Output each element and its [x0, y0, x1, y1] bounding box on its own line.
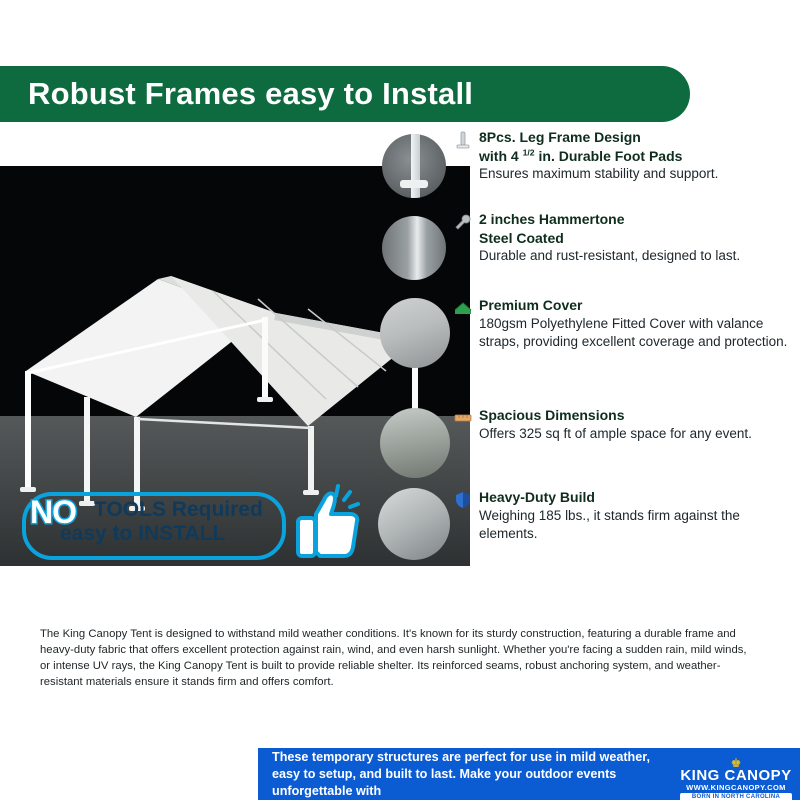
- crown-icon: ♚: [730, 756, 742, 770]
- cover-icon: [452, 298, 474, 318]
- canopy-tent-illustration: [8, 221, 448, 511]
- badge-line-1: TOOLS Required: [94, 498, 263, 521]
- feature-text-heavy-duty-build: [479, 488, 796, 543]
- brand-logo: [680, 758, 792, 802]
- page-title: Robust Frames easy to Install: [28, 76, 474, 111]
- badge-line-2: easy to INSTALL: [60, 522, 226, 545]
- footer-text: These temporary structures are perfect for use in mild weather, easy to setup, and built to last. Make your outdoor events unforgettable with: [272, 749, 650, 798]
- foot-pad-thumb: [382, 134, 446, 198]
- brand-url: WWW.KINGCANOPY.COM: [686, 783, 786, 792]
- brand-tagline: BORN IN NORTH CAROLINA: [680, 793, 792, 802]
- fraction: 1/2: [522, 146, 535, 157]
- feature-item-heavy-duty-build: [452, 488, 796, 558]
- foot-pad-graphic: [400, 180, 428, 188]
- title-pre: with 4: [479, 147, 523, 164]
- leg-pole-icon: [452, 130, 474, 150]
- feature-title-line1: Spacious Dimensions: [479, 407, 625, 423]
- premium-cover-thumb: [380, 298, 450, 368]
- brand-name: KING CANOPY: [680, 767, 792, 784]
- feature-title-line2: Steel Coated: [479, 229, 564, 246]
- joint-fitting-thumb: [378, 488, 450, 560]
- feature-list: [452, 128, 796, 568]
- feature-title-line1: 2 inches Hammertone: [479, 211, 625, 227]
- steel-tube-thumb: [382, 216, 446, 280]
- no-tools-badge: [22, 492, 282, 558]
- feature-text-steel-coated: [479, 210, 796, 265]
- title-post: in. Durable Foot Pads: [534, 147, 683, 164]
- header-banner: [0, 66, 690, 122]
- thumbs-up-icon: [294, 484, 364, 560]
- feature-body: Offers 325 sq ft of ample space for any event.: [479, 425, 752, 441]
- shield-icon: [452, 490, 474, 510]
- feature-title-line1: Heavy-Duty Build: [479, 489, 595, 505]
- feature-body: Weighing 185 lbs., it stands firm against the elements.: [479, 507, 740, 541]
- pole-graphic: [411, 134, 420, 198]
- badge-no-text: NO: [30, 494, 76, 530]
- feature-item-leg-frame: [452, 128, 796, 200]
- footer-banner: [258, 748, 800, 800]
- feature-item-steel-coated: [452, 210, 796, 286]
- feature-text-spacious-dimensions: [479, 406, 796, 443]
- wrench-icon: [452, 212, 474, 232]
- feature-title-line2: [479, 147, 796, 166]
- feature-body: Ensures maximum stability and support.: [479, 166, 719, 182]
- feature-body: 180gsm Polyethylene Fitted Cover with valance straps, providing excellent coverage and protection.: [479, 315, 788, 349]
- dimensions-thumb: [380, 408, 450, 478]
- feature-text-premium-cover: [479, 296, 796, 351]
- feature-body: Durable and rust-resistant, designed to last.: [479, 248, 741, 264]
- feature-text-leg-frame: [479, 128, 796, 183]
- feature-item-spacious-dimensions: [452, 406, 796, 478]
- description-paragraph: The King Canopy Tent is designed to withstand mild weather conditions. It's known for its sturdy construction, featuring a durable frame and heavy-duty fabric that offers excellent protection against rain, wind, and even harsh sunlight. Whether you're facing a sudden rain, mild winds, or intense UV rays, the King Canopy Tent is built to provide reliable shelter. Its reinforced seams, robust anchoring system, and weather-resistant materials ensure it stands firm and offers comfort.: [40, 628, 747, 689]
- feature-item-premium-cover: [452, 296, 796, 396]
- feature-title-line1: 8Pcs. Leg Frame Design: [479, 129, 641, 145]
- ruler-icon: [452, 408, 474, 428]
- feature-title-line1: Premium Cover: [479, 297, 583, 313]
